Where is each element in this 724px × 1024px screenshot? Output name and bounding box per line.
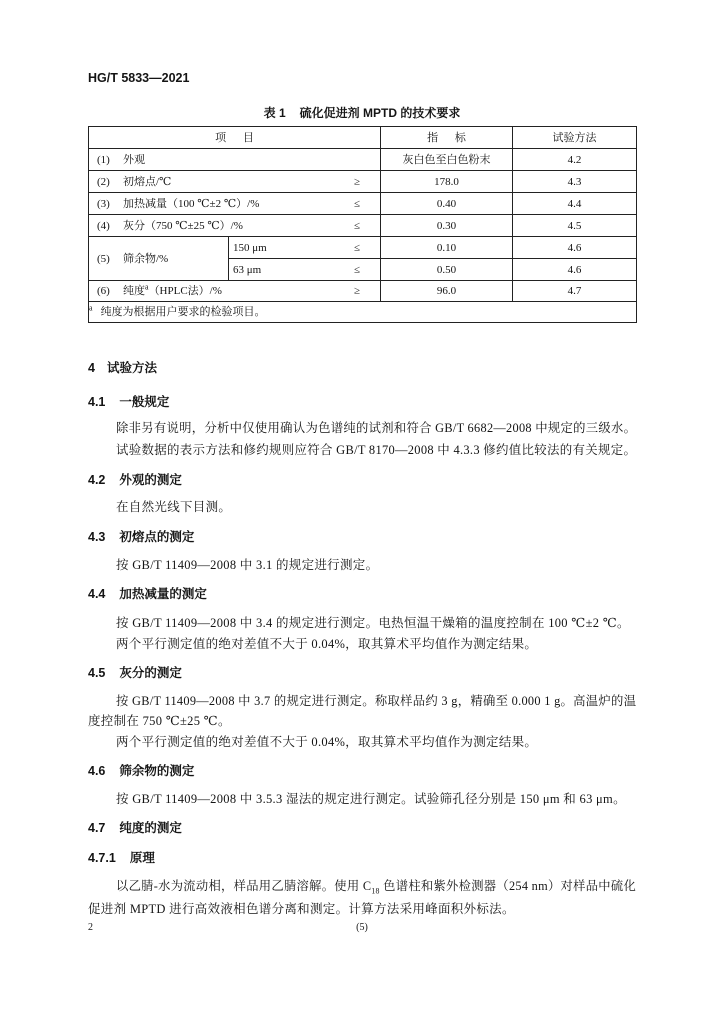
sieve-size: 150 μm <box>233 241 267 254</box>
section-title: 一般规定 <box>119 395 170 409</box>
header-index: 指 标 <box>381 127 513 149</box>
test-method-ref: 4.6 <box>513 259 637 281</box>
item-number: (5) <box>97 252 110 265</box>
line-text: 色谱柱和紫外检测器（254 nm）对样品中硫化 <box>379 879 637 893</box>
index-value: 0.50 <box>381 259 513 281</box>
item-number: (6) <box>97 285 110 297</box>
section-heading-4-4 <box>88 586 207 602</box>
standard-number: HG/T 5833—2021 <box>88 71 190 85</box>
section-title: 原理 <box>129 851 155 865</box>
item-number: (4) <box>97 219 110 232</box>
table-caption-title: 硫化促进剂 MPTD 的技术要求 <box>299 106 461 120</box>
section-number: 4.3 <box>88 530 106 544</box>
item-cell <box>89 193 381 215</box>
section-number: 4.4 <box>88 587 106 601</box>
item-name: 初熔点/℃ <box>123 175 172 188</box>
index-value: 178.0 <box>381 171 513 193</box>
table-header-row <box>89 127 637 149</box>
index-value: 0.10 <box>381 237 513 259</box>
table-row-appearance <box>89 149 637 171</box>
paragraph-line: 除非另有说明，分析中仅使用确认为色谱纯的试剂和符合 GB/T 6682—2008 中规定的三级水。 <box>116 421 637 435</box>
item-cell <box>89 171 381 193</box>
footnote-mark: a <box>89 303 93 313</box>
table-caption <box>88 105 636 121</box>
section-number: 4.7.1 <box>88 851 116 865</box>
item-number: (2) <box>97 175 110 188</box>
paragraph-line: 度控制在 750 ℃±25 ℃。 <box>88 714 231 728</box>
index-value: 96.0 <box>381 281 513 302</box>
item-name: 灰分（750 ℃±25 ℃）/% <box>123 219 243 232</box>
section-title: 外观的测定 <box>119 473 182 487</box>
table-row-sieve-150 <box>89 237 637 259</box>
comparison-operator: ≤ <box>353 241 361 254</box>
index-value: 0.30 <box>381 215 513 237</box>
comparison-operator: ≤ <box>353 219 361 232</box>
paragraph-line: 按 GB/T 11409—2008 中 3.5.3 湿法的规定进行测定。试验筛孔径分别是 150 μm 和 63 μm。 <box>116 792 626 806</box>
item-cell <box>89 281 381 302</box>
section-title: 筛余物的测定 <box>119 764 195 778</box>
table-row-purity <box>89 281 637 302</box>
section-heading-4-7-1 <box>88 850 155 866</box>
comparison-operator: ≥ <box>353 175 361 188</box>
subscript: 18 <box>371 886 380 896</box>
section-heading-4-2 <box>88 472 182 488</box>
section-number: 4.7 <box>88 821 106 835</box>
sequence-number: (5) <box>356 922 368 933</box>
footnote-reference: a <box>145 282 149 292</box>
table-footnote-row <box>89 302 637 323</box>
test-method-ref: 4.5 <box>513 215 637 237</box>
paragraph-line: 在自然光线下目测。 <box>116 500 232 514</box>
section-heading-4-1 <box>88 394 169 410</box>
section-number: 4.5 <box>88 666 106 680</box>
section-title: 加热减量的测定 <box>119 587 207 601</box>
test-method-ref: 4.3 <box>513 171 637 193</box>
item-name: 加热减量（100 ℃±2 ℃）/% <box>123 197 260 210</box>
index-value: 0.40 <box>381 193 513 215</box>
footnote-text: 纯度为根据用户要求的检验项目。 <box>100 306 266 318</box>
paragraph-line <box>116 878 637 896</box>
item-cell-sieve-residue <box>89 237 229 281</box>
section-heading-4-6 <box>88 763 194 779</box>
section-title: 初熔点的测定 <box>119 530 195 544</box>
paragraph-line: 按 GB/T 11409—2008 中 3.1 的规定进行测定。 <box>116 558 379 572</box>
item-name <box>123 284 350 298</box>
line-text: 以乙腈-水为流动相，样品用乙腈溶解。使用 C <box>116 879 372 893</box>
header-item: 项 目 <box>89 127 381 149</box>
section-title: 试验方法 <box>106 361 157 375</box>
comparison-operator: ≤ <box>353 197 361 210</box>
page-number: 2 <box>88 922 93 933</box>
sieve-size-cell <box>229 237 381 259</box>
test-method-ref: 4.7 <box>513 281 637 302</box>
paragraph-line: 按 GB/T 11409—2008 中 3.4 的规定进行测定。电热恒温干燥箱的温度控制在 100 ℃±2 ℃。 <box>116 616 630 630</box>
sieve-size: 63 μm <box>233 263 262 276</box>
comparison-operator: ≥ <box>353 285 361 297</box>
table-footnote <box>89 302 637 323</box>
section-heading-4 <box>88 360 157 376</box>
item-name-main: 纯度 <box>123 285 145 297</box>
section-number: 4.6 <box>88 764 106 778</box>
table-caption-label: 表 1 <box>263 106 286 120</box>
paragraph-line: 按 GB/T 11409—2008 中 3.7 的规定进行测定。称取样品约 3 g，精确至 0.000 1 g。高温炉的温 <box>116 694 637 708</box>
table-row-ash <box>89 215 637 237</box>
header-test-method: 试验方法 <box>513 127 637 149</box>
paragraph-line: 试验数据的表示方法和修约规则应符合 GB/T 8170—2008 中 4.3.3 修约值比较法的有关规定。 <box>116 443 637 457</box>
comparison-operator: ≤ <box>353 263 361 276</box>
item-cell <box>89 149 381 171</box>
section-heading-4-3 <box>88 529 194 545</box>
test-method-ref: 4.2 <box>513 149 637 171</box>
section-title: 灰分的测定 <box>119 666 182 680</box>
section-title: 纯度的测定 <box>119 821 182 835</box>
section-heading-4-5 <box>88 665 182 681</box>
section-number: 4 <box>88 361 95 375</box>
item-name: 筛余物/% <box>123 252 169 265</box>
item-number: (1) <box>97 153 110 166</box>
sieve-size-cell <box>229 259 381 281</box>
test-method-ref: 4.6 <box>513 237 637 259</box>
index-value: 灰白色至白色粉末 <box>381 149 513 171</box>
section-heading-4-7 <box>88 820 182 836</box>
item-name: 外观 <box>123 153 145 166</box>
table-row-heating-loss <box>89 193 637 215</box>
item-name-rest: （HPLC法）/% <box>148 285 222 297</box>
paragraph-line: 两个平行测定值的绝对差值不大于 0.04%，取其算术平均值作为测定结果。 <box>116 637 538 651</box>
paragraph-line: 两个平行测定值的绝对差值不大于 0.04%，取其算术平均值作为测定结果。 <box>116 735 538 749</box>
section-number: 4.1 <box>88 395 106 409</box>
test-method-ref: 4.4 <box>513 193 637 215</box>
section-number: 4.2 <box>88 473 106 487</box>
technical-requirements-table <box>88 126 637 323</box>
paragraph-line: 促进剂 MPTD 进行高效液相色谱分离和测定。计算方法采用峰面积外标法。 <box>88 902 515 916</box>
table-row-melting-point <box>89 171 637 193</box>
item-number: (3) <box>97 197 110 210</box>
item-cell <box>89 215 381 237</box>
